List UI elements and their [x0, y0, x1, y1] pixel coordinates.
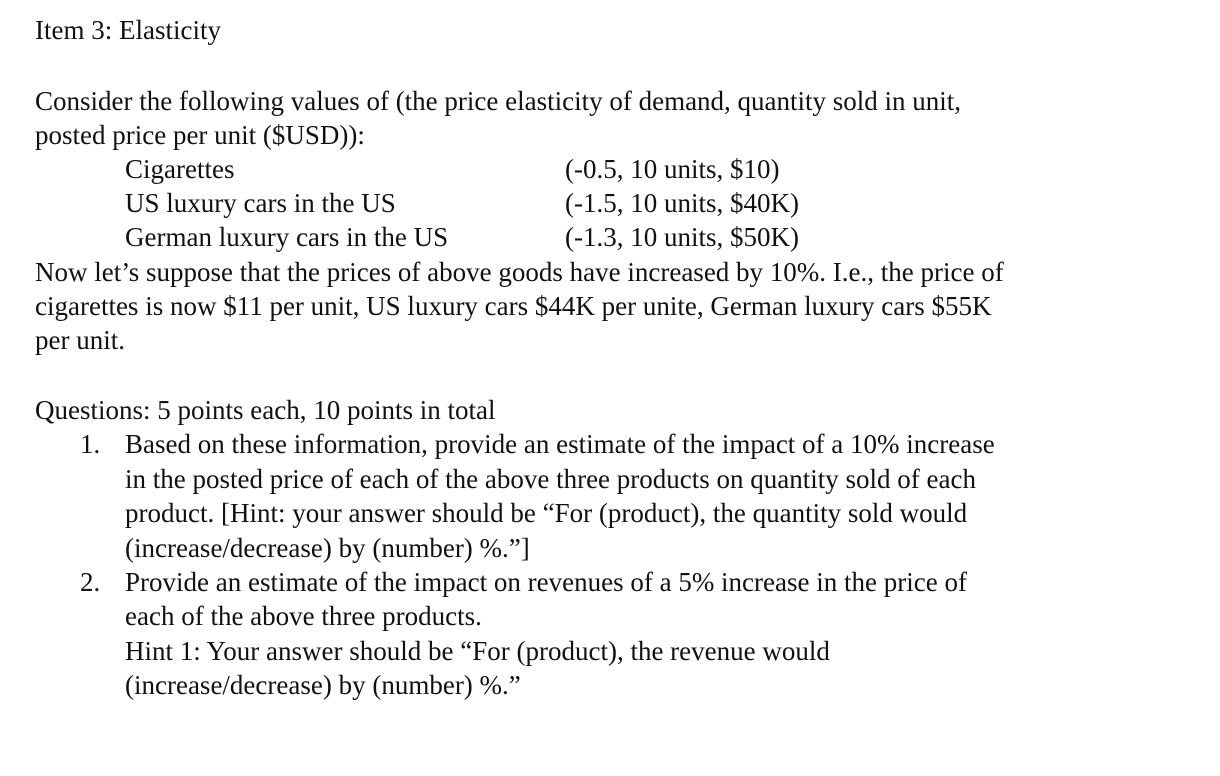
intro-line-1: Consider the following values of (the price elasticity of demand, quantity sold in unit,	[35, 86, 962, 116]
goods-name: Cigarettes	[125, 154, 235, 184]
question-line: (increase/decrease) by (number) %.”	[125, 670, 521, 700]
question-line: in the posted price of each of the above three products on quantity sold of each	[125, 464, 976, 494]
question-line: Hint 1: Your answer should be “For (product), the revenue would	[125, 636, 830, 666]
question-line: (increase/decrease) by (number) %.”]	[125, 533, 530, 563]
question-line: each of the above three products.	[125, 601, 482, 631]
item-title: Item 3: Elasticity	[35, 15, 221, 45]
scenario-line-3: per unit.	[35, 325, 125, 355]
question-line: product. [Hint: your answer should be “For (product), the quantity sold would	[125, 498, 968, 528]
goods-name: German luxury cars in the US	[125, 222, 449, 252]
goods-row-german-luxury-cars	[35, 220, 1135, 254]
question-line: Based on these information, provide an estimate of the impact of a 10% increase	[125, 429, 995, 459]
question-number: 2.	[80, 567, 101, 597]
question-line: Provide an estimate of the impact on revenues of a 5% increase in the price of	[125, 567, 967, 597]
questions-header: Questions: 5 points each, 10 points in total	[35, 395, 496, 425]
intro-line-2: posted price per unit ($USD)):	[35, 120, 365, 150]
question-number: 1.	[80, 429, 101, 459]
goods-values: (-1.3, 10 units, $50K)	[565, 222, 799, 252]
goods-name: US luxury cars in the US	[125, 188, 396, 218]
scenario-line-1: Now let’s suppose that the prices of above goods have increased by 10%. I.e., the price of	[35, 257, 1004, 287]
goods-row-us-luxury-cars	[35, 186, 1135, 220]
goods-values: (-1.5, 10 units, $40K)	[565, 188, 799, 218]
scenario-line-2: cigarettes is now $11 per unit, US luxury cars $44K per unite, German luxury cars $55K	[35, 291, 992, 321]
goods-row-cigarettes	[35, 152, 1135, 186]
goods-values: (-0.5, 10 units, $10)	[565, 154, 780, 184]
